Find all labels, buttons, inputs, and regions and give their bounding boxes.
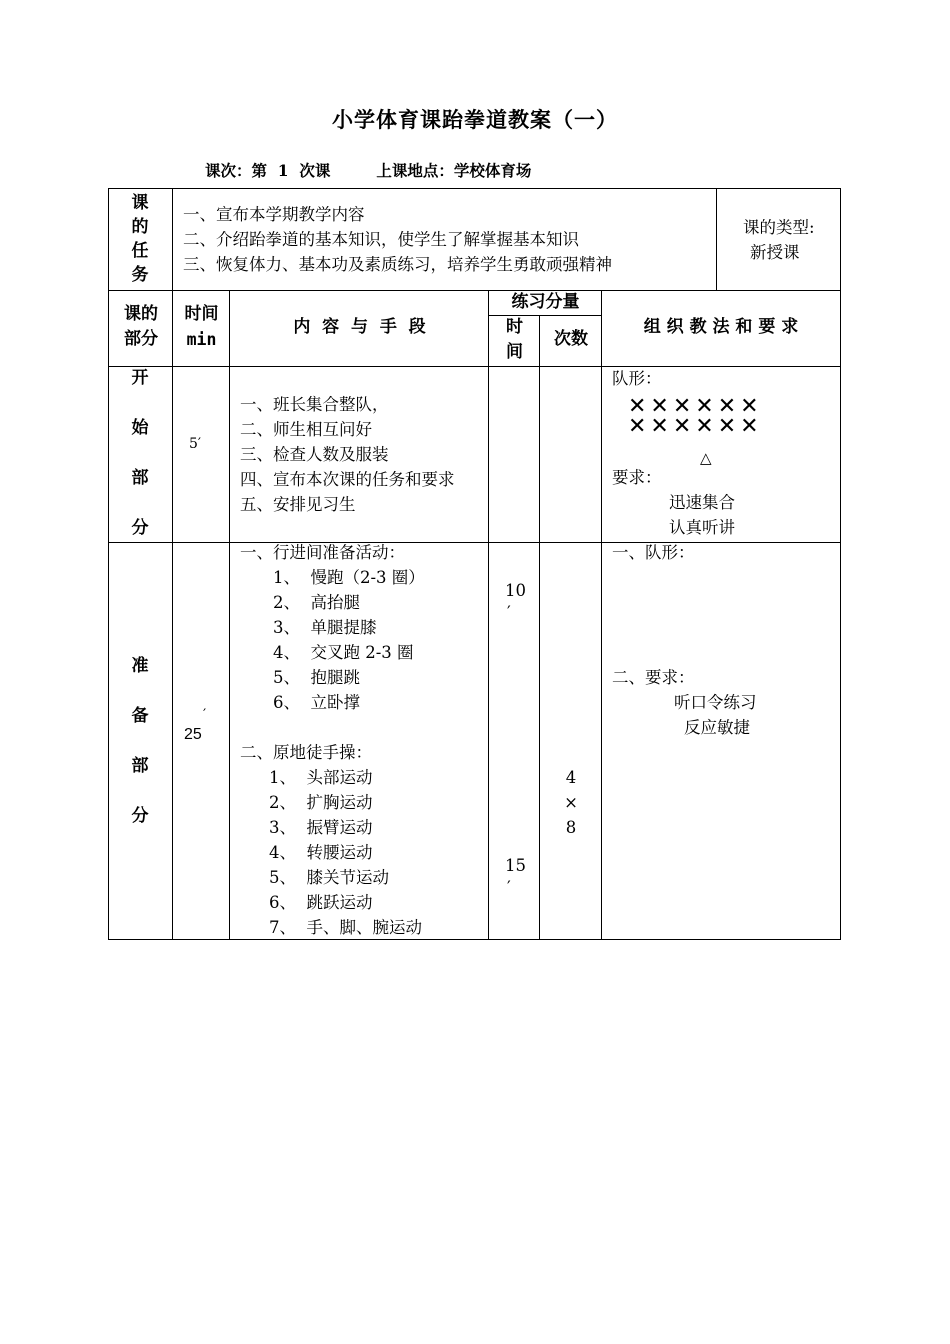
section-start-label-cell (108, 366, 173, 543)
task-header-char: 务 (131, 265, 149, 285)
section-prep-time: 25 (184, 726, 202, 743)
prep-activity2-item: 2、 扩胸运动 (269, 793, 373, 812)
task-item: 二、介绍跆拳道的基本知识，使学生了解掌握基本知识 (183, 230, 579, 249)
prep-activity1-item: 3、 单腿提膝 (273, 618, 377, 637)
prep-activity1-item: 4、 交叉跑 2-3 圈 (273, 643, 414, 662)
task-header-cell (108, 188, 173, 291)
section-start-practice-count-cell (539, 366, 602, 543)
col-header-content (229, 290, 489, 367)
section-start-item: 四、宣布本次课的任务和要求 (240, 470, 455, 489)
prep-formation-label: 一、队形： (612, 543, 695, 562)
col-header-practice (488, 290, 602, 316)
prep-activity2-title: 二、原地徒手操： (240, 743, 372, 762)
section-start-item: 一、班长集合整队， (240, 395, 389, 414)
section-prep-char: 分 (131, 806, 149, 826)
lesson-type-label: 课的类型: (743, 218, 815, 237)
section-start-item: 三、检查人数及服装 (240, 445, 389, 464)
section-start-content-cell (229, 366, 489, 543)
section-prep-practice-time-cell (488, 542, 540, 940)
prep-requirement: 听口令练习 (674, 693, 757, 712)
formation-row-students: ✕✕✕✕✕✕ (628, 394, 763, 419)
prep-practice-time-1-mark: ′ (507, 603, 511, 622)
section-prep-time-mark: ′ (203, 707, 207, 723)
col-header-organization (601, 290, 841, 367)
task-header-char: 的 (131, 217, 149, 237)
prep-activity1-item: 6、 立卧撑 (273, 693, 360, 712)
section-start-char: 开 (131, 368, 149, 388)
prep-activity1-title: 一、行进间准备活动： (240, 543, 405, 562)
section-start-char: 部 (131, 468, 149, 488)
section-prep-org-cell (601, 542, 841, 940)
section-start-char: 始 (131, 418, 149, 438)
lesson-type-value: 新授课 (750, 243, 800, 262)
task-header-char: 课 (131, 193, 149, 213)
prep-practice-count: 4 (565, 768, 577, 787)
section-prep-char: 部 (131, 756, 149, 776)
section-start-formation-label: 队形： (612, 369, 662, 388)
prep-practice-time-1: 10 (505, 581, 526, 600)
document-title: 小学体育课跆拳道教案（一） (332, 107, 618, 132)
col-header-time-line: 时间 (184, 304, 219, 324)
task-item: 三、恢复体力、基本功及素质练习，培养学生勇敢顽强精神 (183, 255, 612, 274)
prep-activity1-item: 2、 高抬腿 (273, 593, 360, 612)
col-header-practice-time-line: 时 (506, 317, 523, 337)
col-header-practice-time (488, 315, 540, 367)
lesson-plan-table (108, 188, 841, 940)
col-header-practice-time-line: 间 (506, 342, 523, 362)
formation-row-students: ✕✕✕✕✕✕ (628, 414, 763, 439)
task-content-cell (172, 188, 717, 291)
col-header-part-line: 部分 (124, 329, 158, 349)
section-prep-time-cell (172, 542, 230, 940)
lesson-number: 课次：第 1 次课 (205, 161, 331, 180)
task-header-char: 任 (131, 241, 149, 261)
col-header-part-line: 课的 (124, 304, 158, 324)
col-header-part (108, 290, 173, 367)
prep-activity2-item: 6、 跳跃运动 (269, 893, 373, 912)
prep-req-label: 二、要求： (612, 668, 695, 687)
section-start-time: 5′ (189, 436, 202, 452)
section-prep-char: 备 (131, 706, 149, 726)
prep-practice-time-2: 15 (505, 856, 526, 875)
section-start-time-cell (172, 366, 230, 543)
section-prep-char: 准 (131, 656, 149, 676)
task-item: 一、宣布本学期教学内容 (183, 205, 365, 224)
section-start-req-label: 要求： (612, 468, 662, 487)
col-header-organization-label: 组 织 教 法 和 要 求 (643, 317, 799, 337)
prep-requirement: 反应敏捷 (684, 718, 750, 737)
col-header-time-unit: min (186, 330, 217, 349)
col-header-content-label: 内 容 与 手 段 (293, 317, 426, 337)
prep-activity1-item: 5、 抱腿跳 (273, 668, 360, 687)
section-start-item: 五、安排见习生 (240, 495, 356, 514)
section-start-item: 二、师生相互问好 (240, 420, 372, 439)
prep-activity1-item: 1、 慢跑（2-3 圈） (273, 568, 425, 587)
section-start-requirement: 认真听讲 (669, 518, 735, 537)
lesson-info (205, 159, 531, 181)
section-prep-label-cell (108, 542, 173, 940)
prep-activity2-item: 5、 膝关节运动 (269, 868, 389, 887)
section-start-practice-time-cell (488, 366, 540, 543)
teacher-triangle-icon: △ (700, 449, 712, 467)
prep-practice-count: × (564, 793, 578, 812)
col-header-practice-count (539, 315, 602, 367)
prep-activity2-item: 3、 振臂运动 (269, 818, 373, 837)
prep-activity2-item: 1、 头部运动 (269, 768, 373, 787)
col-header-practice-label: 练习分量 (511, 292, 580, 312)
col-header-time (172, 290, 230, 367)
prep-practice-time-2-mark: ′ (507, 878, 511, 897)
lesson-type-cell (716, 188, 841, 291)
section-prep-practice-count-cell (539, 542, 602, 940)
prep-activity2-item: 7、 手、脚、腕运动 (269, 918, 422, 937)
col-header-practice-count-label: 次数 (554, 329, 588, 349)
section-start-char: 分 (131, 518, 149, 538)
section-start-requirement: 迅速集合 (669, 493, 735, 512)
prep-activity2-item: 4、 转腰运动 (269, 843, 373, 862)
prep-practice-count: 8 (565, 818, 577, 837)
lesson-location: 上课地点：学校体育场 (376, 161, 532, 180)
section-start-org-cell (601, 366, 841, 543)
section-prep-content-cell (229, 542, 489, 940)
